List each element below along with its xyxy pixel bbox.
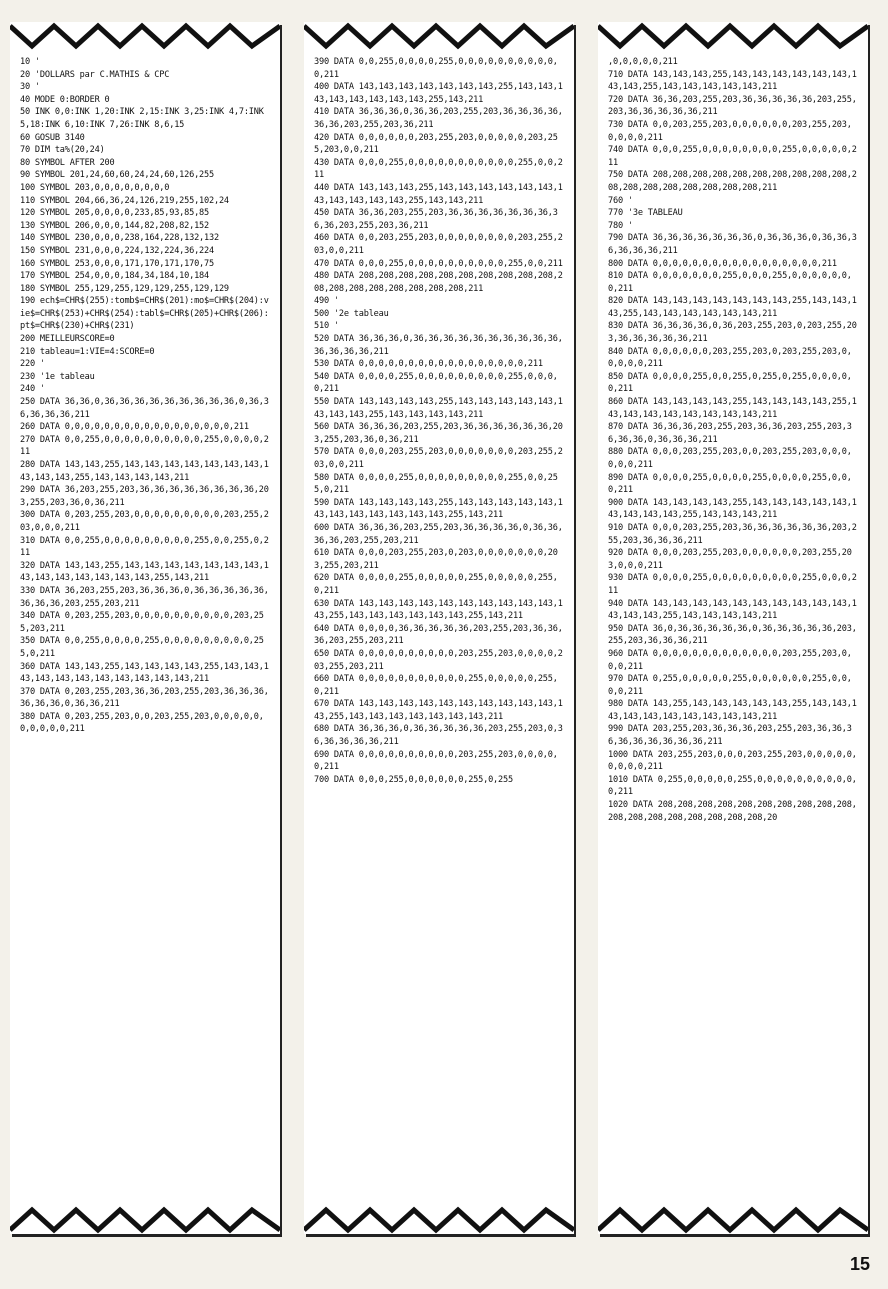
torn-edge-top	[304, 22, 574, 50]
code-line: 720 DATA 36,36,203,255,203,36,36,36,36,36,203,255,203,36,36,36,36,36,211	[608, 94, 857, 118]
code-line: 430 DATA 0,0,0,255,0,0,0,0,0,0,0,0,0,0,0,255,0,0,211	[314, 157, 563, 181]
code-line: 800 DATA 0,0,0,0,0,0,0,0,0,0,0,0,0,0,0,0,0,211	[608, 258, 837, 269]
code-line: 970 DATA 0,255,0,0,0,0,0,255,0,0,0,0,0,0,255,0,0,0,0,211	[608, 674, 852, 697]
code-line: 160 SYMBOL 253,0,0,0,171,170,171,170,75	[20, 258, 214, 269]
code-line: 190 ech$=CHR$(255):tomb$=CHR$(201):mo$=CHR$(204):vie$=CHR$(253)+CHR$(254):tabl$=CHR$(205)+CHR$(206):pt$=CHR$(230)+CHR$(231)	[20, 296, 269, 332]
code-line: 480 DATA 208,208,208,208,208,208,208,208,208,208,208,208,208,208,208,208,208,208,211	[314, 271, 563, 294]
code-line: 100 SYMBOL 203,0,0,0,0,0,0,0,0	[20, 182, 170, 193]
code-line: 470 DATA 0,0,0,255,0,0,0,0,0,0,0,0,0,0,255,0,0,211	[314, 258, 563, 269]
code-line: 810 DATA 0,0,0,0,0,0,0,255,0,0,0,255,0,0,0,0,0,0,0,211	[608, 271, 852, 294]
torn-edge-bottom	[304, 1206, 574, 1234]
code-line: 620 DATA 0,0,0,0,255,0,0,0,0,0,255,0,0,0,0,0,255,0,211	[314, 573, 558, 596]
code-line: 690 DATA 0,0,0,0,0,0,0,0,0,0,203,255,203,0,0,0,0,0,211	[314, 749, 558, 773]
code-line: 570 DATA 0,0,0,203,255,203,0,0,0,0,0,0,0,203,255,203,0,0,211	[314, 447, 563, 470]
code-line: 250 DATA 36,36,0,36,36,36,36,36,36,36,36,36,0,36,36,36,36,36,211	[20, 397, 269, 420]
torn-edge-bottom	[598, 1206, 868, 1234]
code-line: 340 DATA 0,203,255,203,0,0,0,0,0,0,0,0,0,0,203,255,203,211	[20, 611, 264, 634]
code-line: 710 DATA 143,143,143,255,143,143,143,143,143,143,143,143,255,143,143,143,143,143,211	[608, 69, 857, 93]
code-line: 170 SYMBOL 254,0,0,0,184,34,184,10,184	[20, 271, 210, 282]
code-line: 150 SYMBOL 231,0,0,0,224,132,224,36,224	[20, 245, 214, 256]
code-line: 70 DIM ta%(20,24)	[20, 145, 105, 156]
code-line: 650 DATA 0,0,0,0,0,0,0,0,0,0,203,255,203,0,0,0,0,203,255,203,211	[314, 648, 563, 672]
code-line: 870 DATA 36,36,36,203,255,203,36,36,203,255,203,36,36,36,0,36,36,36,211	[608, 422, 852, 445]
code-line: 760 '	[608, 195, 633, 206]
code-line: 630 DATA 143,143,143,143,143,143,143,143,143,143,143,255,143,143,143,143,143,143,255,143,211	[314, 598, 563, 622]
code-line: 670 DATA 143,143,143,143,143,143,143,143,143,143,143,255,143,143,143,143,143,143,143,211	[314, 699, 563, 722]
code-line: 830 DATA 36,36,36,36,0,36,203,255,203,0,203,255,203,36,36,36,36,36,211	[608, 321, 857, 345]
code-line: 730 DATA 0,0,203,255,203,0,0,0,0,0,0,203,255,203,0,0,0,0,211	[608, 119, 852, 143]
torn-edge-bottom	[10, 1206, 280, 1234]
code-line: 600 DATA 36,36,36,203,255,203,36,36,36,36,0,36,36,36,36,203,255,203,211	[314, 522, 563, 546]
code-listing	[314, 56, 566, 1202]
code-line: 120 SYMBOL 205,0,0,0,0,233,85,93,85,85	[20, 208, 210, 219]
code-line: 460 DATA 0,0,203,255,203,0,0,0,0,0,0,0,0,203,255,203,0,0,211	[314, 233, 563, 256]
code-line: 920 DATA 0,0,0,203,255,203,0,0,0,0,0,0,203,255,203,0,0,0,211	[608, 548, 852, 571]
code-line: 900 DATA 143,143,143,143,255,143,143,143,143,143,143,143,143,143,255,143,143,143,211	[608, 497, 857, 521]
code-line: 910 DATA 0,0,0,203,255,203,36,36,36,36,36,36,203,255,203,36,36,36,211	[608, 522, 857, 546]
code-line: 940 DATA 143,143,143,143,143,143,143,143,143,143,143,143,143,255,143,143,143,143,211	[608, 598, 857, 622]
code-listing	[608, 56, 860, 1202]
code-line: 440 DATA 143,143,143,255,143,143,143,143,143,143,143,143,143,143,143,255,143,143,211	[314, 182, 563, 206]
code-line: 490 '	[314, 296, 339, 307]
code-line: 700 DATA 0,0,0,255,0,0,0,0,0,0,255,0,255	[314, 774, 513, 785]
code-line: 580 DATA 0,0,0,0,255,0,0,0,0,0,0,0,0,0,255,0,0,255,0,211	[314, 472, 558, 496]
code-line: 770 '3e TABLEAU	[608, 208, 683, 219]
code-line: 10 '	[20, 57, 40, 67]
code-line: 110 SYMBOL 204,66,36,24,126,219,255,102,24	[20, 195, 229, 206]
code-line: 500 '2e tableau	[314, 308, 389, 319]
code-line: 660 DATA 0,0,0,0,0,0,0,0,0,0,0,255,0,0,0,0,0,255,0,211	[314, 674, 558, 697]
code-listing	[20, 56, 272, 1202]
code-line: 220 '	[20, 359, 45, 370]
code-line: 230 '1e tableau	[20, 371, 95, 382]
code-line: 990 DATA 203,255,203,36,36,36,203,255,203,36,36,36,36,36,36,36,36,36,211	[608, 724, 852, 748]
code-line: 590 DATA 143,143,143,143,255,143,143,143,143,143,143,143,143,143,143,143,143,255,143,211	[314, 497, 563, 521]
code-line: 740 DATA 0,0,0,255,0,0,0,0,0,0,0,0,255,0,0,0,0,0,211	[608, 145, 857, 168]
code-line: 20 'DOLLARS par C.MATHIS & CPC	[20, 69, 170, 80]
code-line: 30 '	[20, 82, 40, 93]
code-line: 880 DATA 0,0,0,203,255,203,0,0,203,255,203,0,0,0,0,0,0,211	[608, 447, 852, 470]
code-line: 1010 DATA 0,255,0,0,0,0,0,255,0,0,0,0,0,0,0,0,0,0,0,211	[608, 774, 857, 798]
code-line: 680 DATA 36,36,36,0,36,36,36,36,36,203,255,203,0,36,36,36,36,36,211	[314, 724, 563, 748]
listing-column-2	[304, 22, 574, 1234]
listing-column-1	[10, 22, 280, 1234]
code-line: 540 DATA 0,0,0,0,255,0,0,0,0,0,0,0,0,0,255,0,0,0,0,211	[314, 371, 558, 395]
code-line: 790 DATA 36,36,36,36,36,36,36,0,36,36,36,0,36,36,36,36,36,36,211	[608, 233, 857, 256]
code-line: 420 DATA 0,0,0,0,0,0,203,255,203,0,0,0,0,0,203,255,203,0,0,211	[314, 132, 558, 156]
code-line: 980 DATA 143,255,143,143,143,143,143,255,143,143,143,143,143,143,143,143,143,143,211	[608, 699, 857, 722]
code-line: 530 DATA 0,0,0,0,0,0,0,0,0,0,0,0,0,0,0,0,0,211	[314, 359, 543, 370]
code-line: 350 DATA 0,0,255,0,0,0,0,255,0,0,0,0,0,0,0,0,0,255,0,211	[20, 636, 264, 659]
code-line: 290 DATA 36,203,255,203,36,36,36,36,36,36,36,36,203,255,203,36,0,36,211	[20, 485, 269, 508]
code-line: 850 DATA 0,0,0,0,255,0,0,255,0,255,0,255,0,0,0,0,0,211	[608, 371, 852, 395]
code-line: 390 DATA 0,0,255,0,0,0,0,255,0,0,0,0,0,0,0,0,0,0,0,211	[314, 57, 558, 80]
code-line: 860 DATA 143,143,143,143,255,143,143,143,143,255,143,143,143,143,143,143,143,143,211	[608, 397, 857, 420]
code-line: 750 DATA 208,208,208,208,208,208,208,208,208,208,208,208,208,208,208,208,208,208,211	[608, 170, 857, 193]
code-line: 40 MODE 0:BORDER 0	[20, 94, 110, 105]
code-line: 450 DATA 36,36,203,255,203,36,36,36,36,36,36,36,36,36,203,255,203,36,211	[314, 208, 558, 231]
code-line: 1020 DATA 208,208,208,208,208,208,208,208,208,208,208,208,208,208,208,208,208,208,20	[608, 800, 857, 823]
code-line: 930 DATA 0,0,0,0,255,0,0,0,0,0,0,0,0,0,255,0,0,0,211	[608, 573, 857, 596]
code-line: 410 DATA 36,36,36,0,36,36,203,255,203,36,36,36,36,36,36,203,255,203,36,211	[314, 107, 563, 130]
code-line: 90 SYMBOL 201,24,60,60,24,24,60,126,255	[20, 170, 214, 181]
code-line: 510 '	[314, 321, 339, 332]
listing-column-3	[598, 22, 868, 1234]
code-line: 640 DATA 0,0,0,0,36,36,36,36,36,203,255,203,36,36,36,203,255,203,211	[314, 623, 563, 647]
code-line: 610 DATA 0,0,0,203,255,203,0,203,0,0,0,0,0,0,0,203,255,203,211	[314, 548, 558, 571]
code-line: 560 DATA 36,36,36,203,255,203,36,36,36,36,36,36,203,255,203,36,0,36,211	[314, 422, 563, 445]
code-line: 320 DATA 143,143,255,143,143,143,143,143,143,143,143,143,143,143,143,143,143,255,143,211	[20, 560, 269, 584]
page-number: 15	[849, 1254, 870, 1274]
code-line: 400 DATA 143,143,143,143,143,143,143,255,143,143,143,143,143,143,143,143,255,143,211	[314, 82, 563, 105]
code-line: 210 tableau=1:VIE=4:SCORE=0	[20, 346, 155, 357]
code-line: 240 '	[20, 384, 45, 395]
code-line: 280 DATA 143,143,255,143,143,143,143,143,143,143,143,143,143,255,143,143,143,143,211	[20, 460, 269, 483]
code-line: 80 SYMBOL AFTER 200	[20, 157, 115, 168]
code-line: 140 SYMBOL 230,0,0,0,238,164,228,132,132	[20, 233, 219, 244]
code-line: 200 MEILLEURSCORE=0	[20, 334, 115, 345]
code-line: 550 DATA 143,143,143,143,255,143,143,143,143,143,143,143,143,255,143,143,143,143,211	[314, 397, 563, 420]
code-line: 260 DATA 0,0,0,0,0,0,0,0,0,0,0,0,0,0,0,0,0,211	[20, 422, 249, 433]
torn-edge-top	[10, 22, 280, 50]
code-line: 520 DATA 36,36,36,0,36,36,36,36,36,36,36,36,36,36,36,36,36,36,211	[314, 334, 563, 357]
code-line: ,0,0,0,0,0,211	[608, 57, 678, 67]
code-line: 60 GOSUB 3140	[20, 132, 85, 143]
code-line: 300 DATA 0,203,255,203,0,0,0,0,0,0,0,0,0,203,255,203,0,0,0,211	[20, 510, 269, 533]
code-line: 950 DATA 36,0,36,36,36,36,36,0,36,36,36,36,36,203,255,203,36,36,36,211	[608, 623, 857, 647]
code-line: 130 SYMBOL 206,0,0,0,144,82,208,82,152	[20, 220, 210, 231]
code-line: 820 DATA 143,143,143,143,143,143,143,255,143,143,143,255,143,143,143,143,143,143,211	[608, 296, 857, 319]
code-line: 310 DATA 0,0,255,0,0,0,0,0,0,0,0,0,255,0,0,255,0,211	[20, 535, 269, 559]
code-line: 180 SYMBOL 255,129,255,129,129,255,129,129	[20, 283, 229, 294]
torn-edge-top	[598, 22, 868, 50]
code-line: 840 DATA 0,0,0,0,0,0,203,255,203,0,203,255,203,0,0,0,0,0,211	[608, 346, 852, 370]
code-line: 370 DATA 0,203,255,203,36,36,203,255,203,36,36,36,36,36,36,0,36,36,211	[20, 686, 269, 710]
code-line: 960 DATA 0,0,0,0,0,0,0,0,0,0,0,0,0,203,255,203,0,0,0,211	[608, 648, 852, 672]
code-line: 360 DATA 143,143,255,143,143,143,143,255,143,143,143,143,143,143,143,143,143,143,143,211	[20, 661, 269, 685]
code-line: 380 DATA 0,203,255,203,0,0,203,255,203,0,0,0,0,0,0,0,0,0,0,211	[20, 711, 264, 735]
code-line: 330 DATA 36,203,255,203,36,36,36,0,36,36,36,36,36,36,36,36,203,255,203,211	[20, 585, 269, 609]
code-line: 1000 DATA 203,255,203,0,0,0,203,255,203,0,0,0,0,0,0,0,0,0,211	[608, 749, 857, 773]
code-line: 270 DATA 0,0,255,0,0,0,0,0,0,0,0,0,0,255,0,0,0,0,211	[20, 434, 269, 458]
code-line: 780 '	[608, 220, 633, 231]
code-line: 890 DATA 0,0,0,0,255,0,0,0,0,255,0,0,0,0,255,0,0,0,211	[608, 472, 852, 496]
code-line: 50 INK 0,0:INK 1,20:INK 2,15:INK 3,25:INK 4,7:INK 5,18:INK 6,10:INK 7,26:INK 8,6,15	[20, 107, 269, 130]
